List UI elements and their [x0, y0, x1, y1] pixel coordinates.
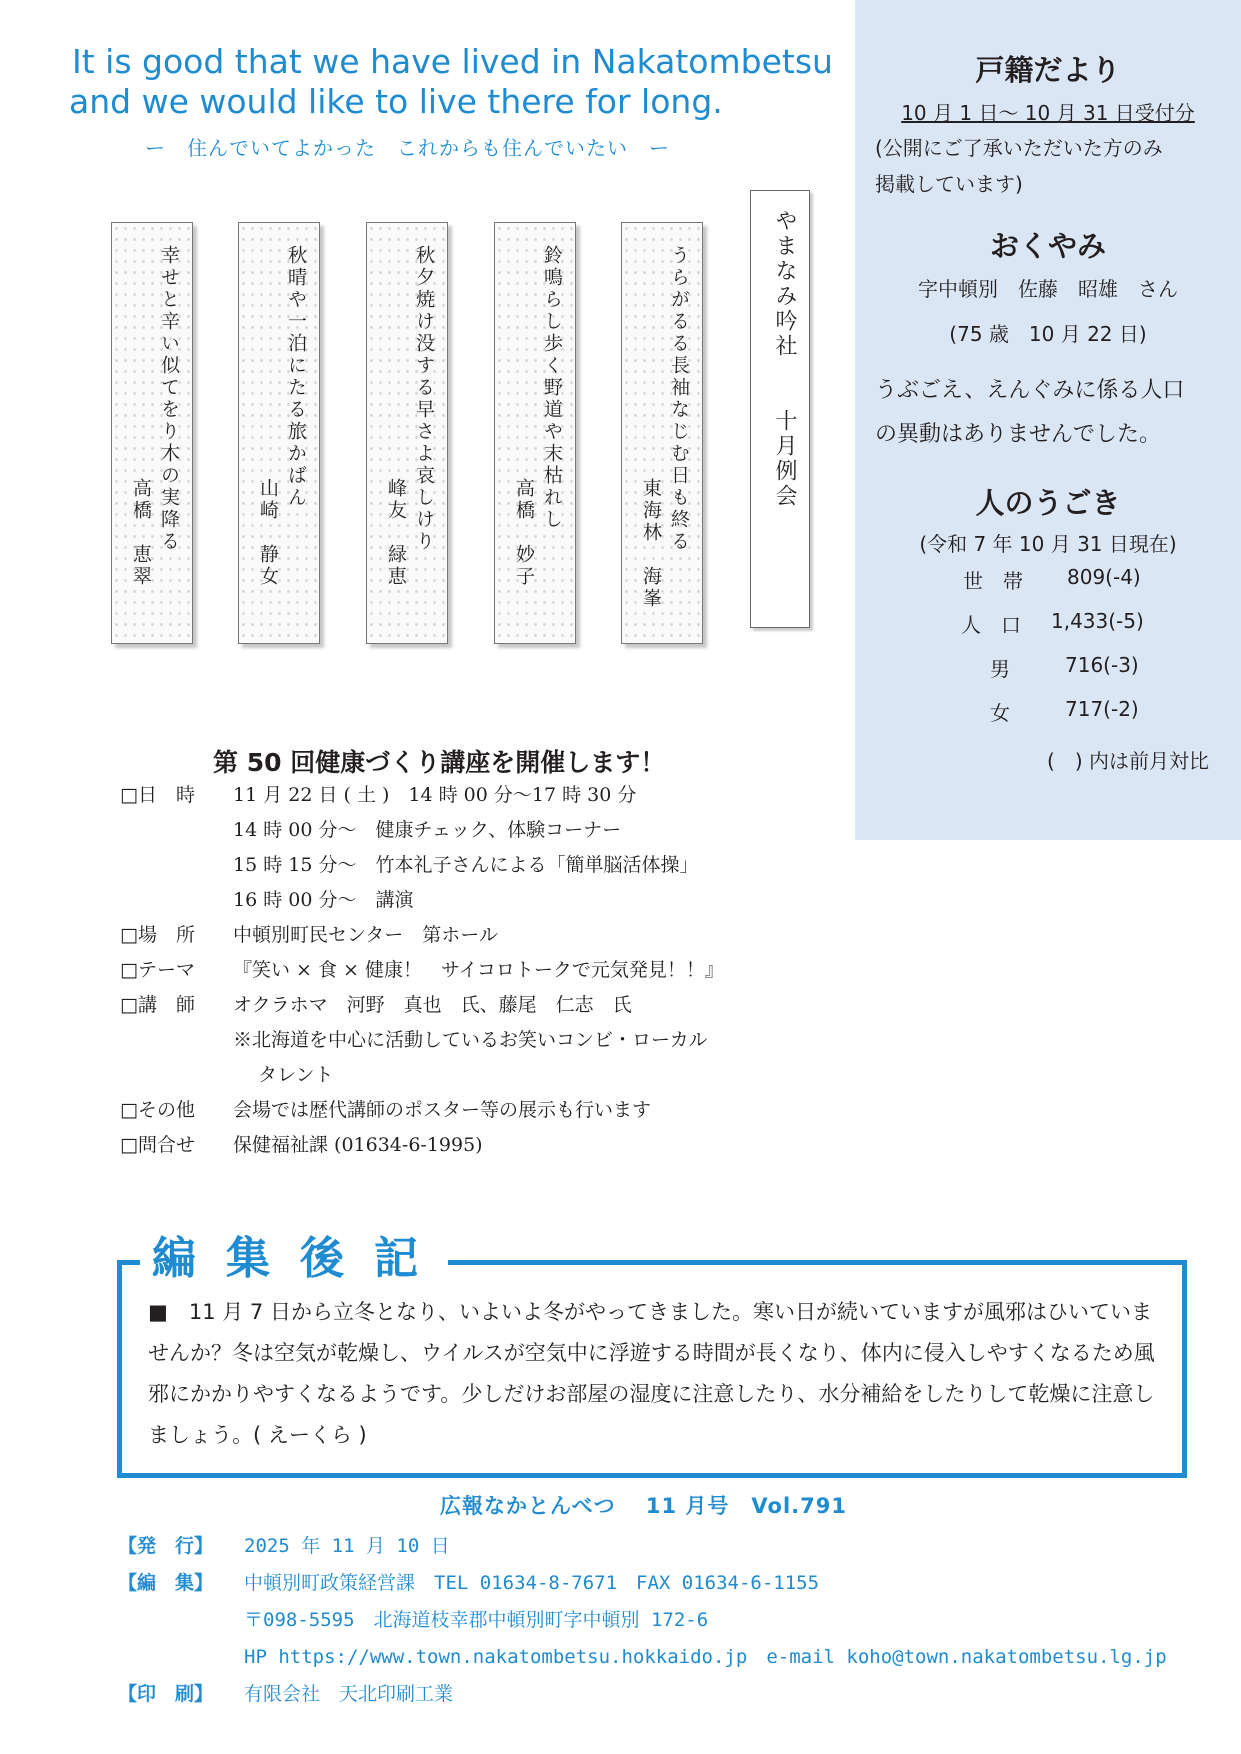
schedule-item: 16 時 00 分～ 講演: [233, 889, 414, 911]
theme-value: 『笑い × 食 × 健康！ サイコロトークで元気発見！！』: [233, 959, 724, 981]
koseki-period: 10 月 1 日～ 10 月 31 日受付分: [901, 101, 1195, 125]
other-label: □その他: [120, 1099, 195, 1121]
web-contact: HP https://www.town.nakatombetsu.hokkaido.jp e-mail koho@town.nakatombetsu.lg.jp: [244, 1646, 1167, 1668]
contact-value: 保健福祉課 (01634-6-1995): [233, 1134, 483, 1156]
editorial-heading: [140, 1228, 448, 1292]
schedule-item: 14 時 00 分～ 健康チェック、体験コーナー: [233, 819, 622, 841]
issue-title: 広報なかとんべつ 11 月号 Vol.791: [440, 1494, 847, 1518]
haiku-strip-3: [366, 222, 448, 644]
contact-label: □問合せ: [120, 1134, 195, 1156]
haiku-author: 高橋 恵翠: [130, 478, 152, 588]
haiku-text: 鈴鳴らし歩く野道や末枯れし: [541, 245, 563, 531]
other-value: 会場では歴代講師のポスター等の展示も行います: [233, 1099, 652, 1121]
publish-date: 2025 年 11 月 10 日: [244, 1535, 450, 1557]
place-label: □場 所: [120, 924, 195, 946]
editor-contact: 中頓別町政策経営課 TEL 01634-8-7671 FAX 01634-6-1155: [244, 1572, 820, 1594]
sidebar-koseki: [855, 0, 1241, 840]
okuyami-name: 字中頓別 佐藤 昭雄 さん: [918, 277, 1178, 301]
stat-label: 女: [990, 701, 1010, 725]
haiku-author: 高橋 妙子: [513, 478, 535, 588]
stat-value: 717(-2): [1065, 697, 1139, 721]
haiku-title: やまなみ吟社 十月例会: [772, 209, 797, 509]
haiku-title-strip: [750, 190, 810, 628]
haiku-author: 峰友 緑恵: [385, 478, 407, 588]
editorial-body: ■ 11 月 7 日から立冬となり、いよいよ冬がやってきました。寒い日が続いていますが風邪はひいていませんか？冬は空気が乾燥し、ウイルスが空気中に浮遊する時間が長くなり、体内に侵入しやすくなるため風邪にかかりやすくなるようです。少しだけお部屋の湿度に注意したり、水分補給をしたりして乾燥に注意しましょう。( えーくら ): [148, 1300, 1155, 1447]
population-stats: [855, 565, 1241, 741]
haiku-strip-5: [111, 222, 193, 644]
haiku-text: 秋夕焼け没する早さよ哀しけり: [413, 245, 435, 553]
lecturer-label: □講 師: [120, 994, 195, 1016]
stat-label: 男: [990, 657, 1010, 681]
stat-value: 716(-3): [1065, 653, 1139, 677]
koseki-title: 戸籍だより: [975, 53, 1121, 87]
date-value: 11 月 22 日 ( 土 ) 14 時 00 分～17 時 30 分: [233, 784, 637, 806]
date-label: □日 時: [120, 784, 195, 806]
slogan-line-2: and we would like to live there for long.: [69, 82, 723, 121]
haiku-strip-4: [238, 222, 320, 644]
okuyami-detail: (75 歳 10 月 22 日): [949, 322, 1147, 346]
koseki-note-2: 掲載しています): [875, 172, 1023, 196]
printer-name: 有限会社 天北印刷工業: [244, 1683, 454, 1705]
lecturer-note-continued: タレント: [258, 1064, 334, 1086]
slogan-line-1: It is good that we have lived in Nakatombetsu: [72, 42, 833, 81]
print-label: 【印 刷】: [118, 1683, 214, 1705]
place-value: 中頓別町民センター 第ホール: [233, 924, 498, 946]
haiku-text: うらがるる長袖なじむ日も終る: [668, 245, 690, 553]
theme-label: □テーマ: [120, 959, 195, 981]
movement-title: 人のうごき: [975, 486, 1121, 520]
stats-note: ( ) 内は前月対比: [1047, 749, 1209, 773]
haiku-author: 山崎 静女: [257, 478, 279, 588]
haiku-strip-2: [494, 222, 576, 644]
english-slogan: [69, 42, 833, 122]
movement-date: (令和 7 年 10 月 31 日現在): [919, 532, 1177, 556]
edit-label: 【編 集】: [118, 1572, 214, 1594]
stat-label: 人 口: [961, 613, 1021, 637]
stat-value: 1,433(-5): [1051, 609, 1144, 633]
lecturer-note: ※北海道を中心に活動しているお笑いコンビ・ローカル: [233, 1029, 708, 1051]
lecture-title: 第 50 回健康づくり講座を開催します！: [213, 748, 666, 777]
postal-address: 〒098-5595 北海道枝幸郡中頓別町字中頓別 172-6: [244, 1609, 709, 1631]
stat-label: 世 帯: [963, 569, 1023, 593]
haiku-text: 幸せと辛い似てをり木の実降る: [158, 245, 180, 553]
editorial-heading-char: 集: [226, 1233, 270, 1284]
schedule-item: 15 時 15 分～ 竹本礼子さんによる「簡単脳活体操」: [233, 854, 699, 876]
haiku-text: 秋晴や一泊にたる旅かばん: [285, 245, 307, 509]
notice-line-2: の異動はありませんでした。: [875, 422, 1162, 447]
japanese-slogan: ー 住んでいてよかった これからも住んでいたい ー: [145, 136, 670, 160]
lecturer-value: オクラホマ 河野 真也 氏、藤尾 仁志 氏: [233, 994, 632, 1016]
publish-label: 【発 行】: [118, 1535, 214, 1557]
stat-value: 809(-4): [1067, 565, 1141, 589]
koseki-note-1: (公開にご了承いただいた方のみ: [875, 136, 1163, 160]
haiku-author: 東海林 海峯: [640, 478, 662, 610]
editorial-heading-char: 後: [300, 1233, 344, 1284]
editorial-heading-char: 記: [374, 1233, 418, 1284]
notice-line-1: うぶごえ、えんぐみに係る人口: [875, 378, 1185, 403]
okuyami-title: おくやみ: [989, 229, 1106, 263]
haiku-strip-1: [621, 222, 703, 644]
editorial-heading-char: 編: [152, 1233, 196, 1284]
